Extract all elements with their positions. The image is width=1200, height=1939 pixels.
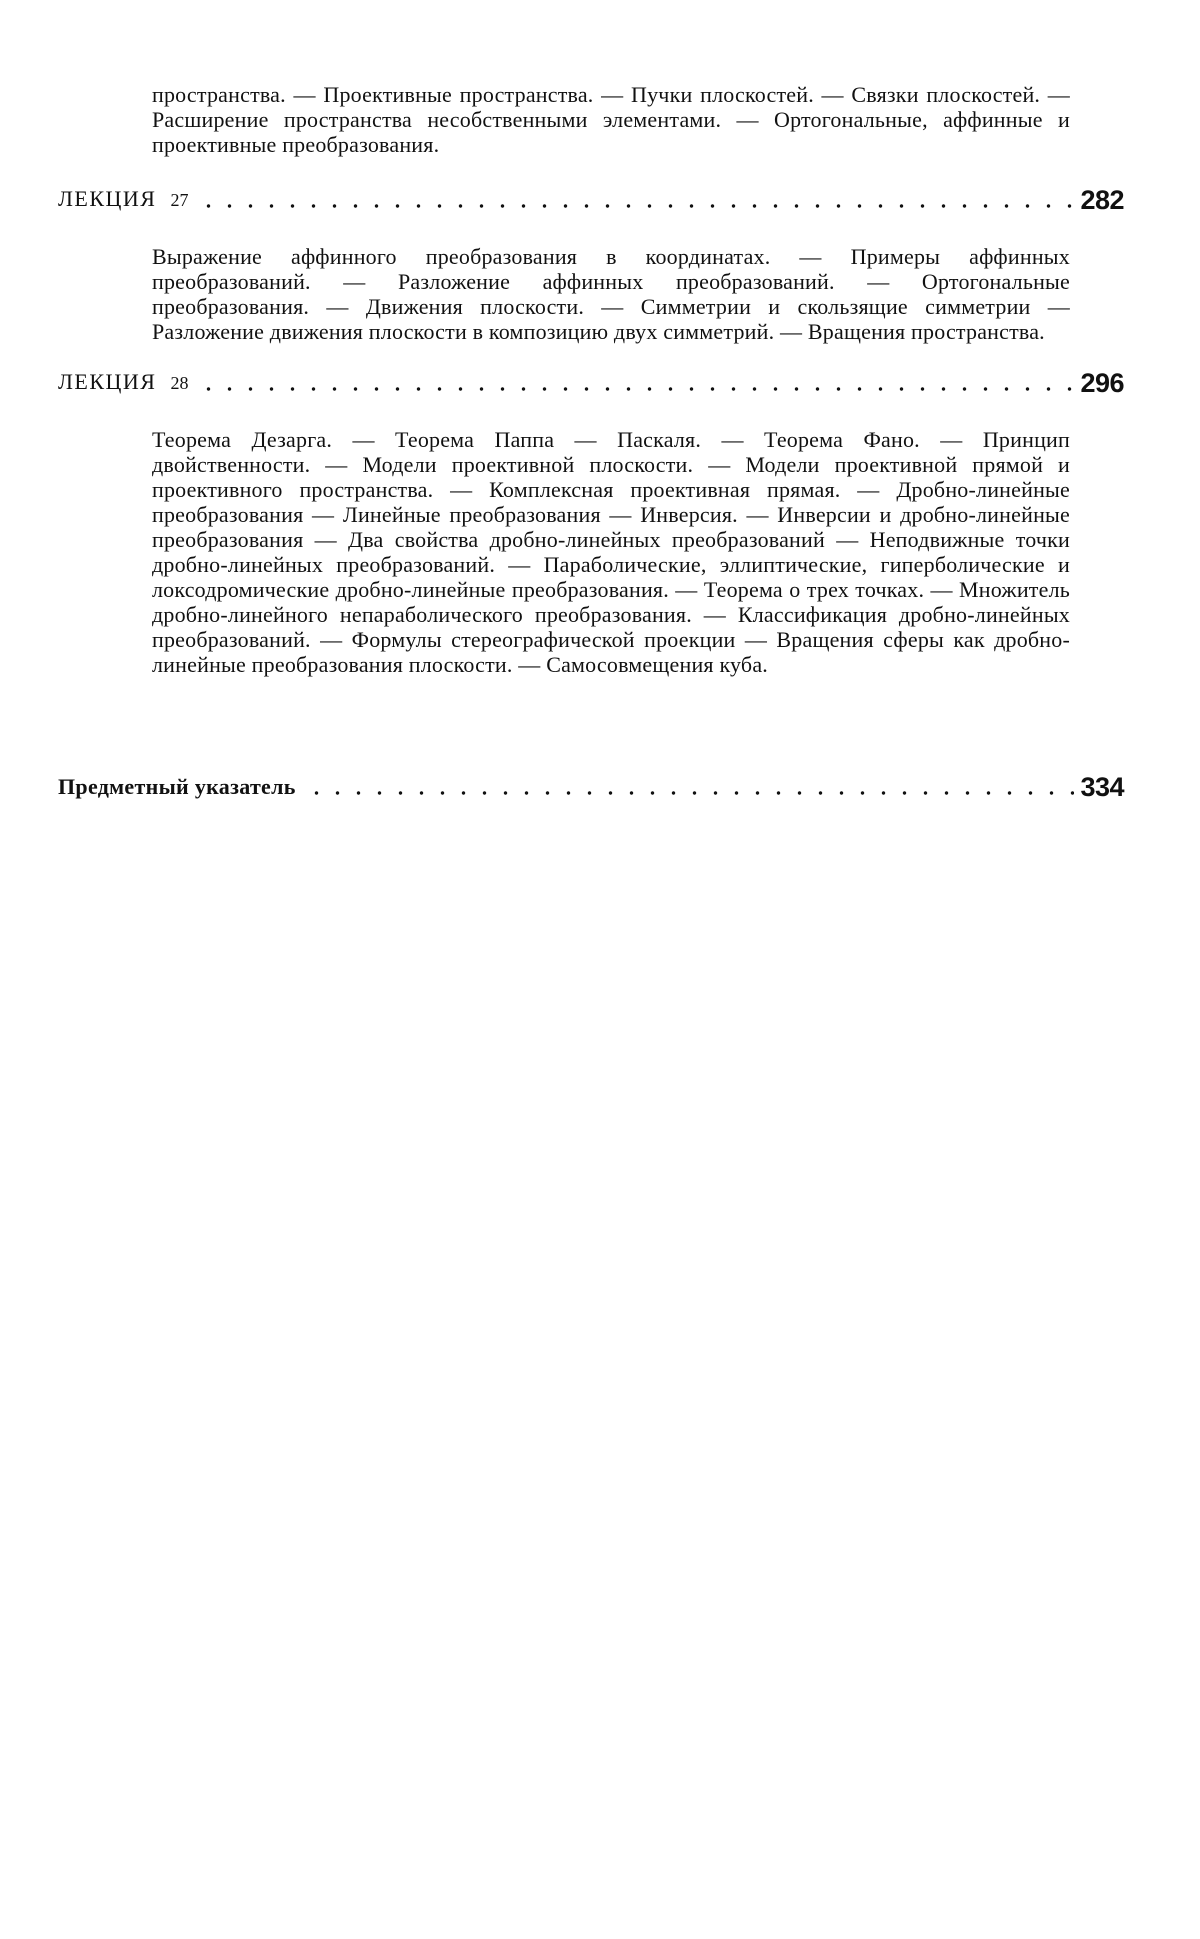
dot-leader: [306, 791, 1075, 795]
subject-index-label: Предметный указатель: [58, 774, 296, 799]
lecture-27-page-number: 282: [1080, 185, 1124, 215]
lecture-27-label: ЛЕКЦИЯ: [58, 186, 157, 211]
previous-entry-continuation: пространства. — Проективные пространства. — Пучки плоскостей. — Связки плоскостей. — Расширение пространства несобственными элементами. — Ортогональные, аффинные и проективные преобразования.: [152, 82, 1070, 157]
dot-leader: [198, 387, 1074, 391]
lecture-27-number: 27: [170, 190, 189, 210]
lecture-28-number: 28: [170, 373, 189, 393]
subject-index-page-number: 334: [1080, 772, 1124, 802]
lecture-27-heading: [58, 185, 188, 214]
toc-entry-lecture-27[interactable]: [58, 180, 1124, 214]
toc-entry-subject-index[interactable]: [58, 767, 1124, 801]
toc-entry-lecture-28[interactable]: [58, 363, 1124, 397]
lecture-28-heading: [58, 368, 188, 397]
lecture-27-summary: Выражение аффинного преобразования в координатах. — Примеры аффинных преобразований. — Разложение аффинных преобразований. — Ортогональные преобразования. — Движения плоскости. — Симметрии и скользящие симметрии — Разложение движения плоскости в композицию двух симметрий. — Вращения пространства.: [152, 244, 1070, 344]
lecture-28-page-number: 296: [1080, 368, 1124, 398]
lecture-28-summary: Теорема Дезарга. — Теорема Паппа — Паскаля. — Теорема Фано. — Принцип двойственности. — Модели проективной плоскости. — Модели проективной прямой и проективного пространства. — Комплексная проективная прямая. — Дробно-линейные преобразования — Линейные преобразования — Инверсия. — Инверсии и дробно-линейные преобразования — Два свойства дробно-линейных преобразований — Неподвижные точки дробно-линейных преобразований. — Параболические, эллиптические, гиперболические и локсодромические дробно-линейные преобразования. — Теорема о трех точках. — Множитель дробно-линейного непараболического преобразования. — Классификация дробно-линейных преобразований. — Формулы стереографической проекции — Вращения сферы как дробно-линейные преобразования плоскости. — Самосовмещения куба.: [152, 427, 1070, 677]
dot-leader: [198, 204, 1074, 208]
lecture-28-label: ЛЕКЦИЯ: [58, 369, 157, 394]
